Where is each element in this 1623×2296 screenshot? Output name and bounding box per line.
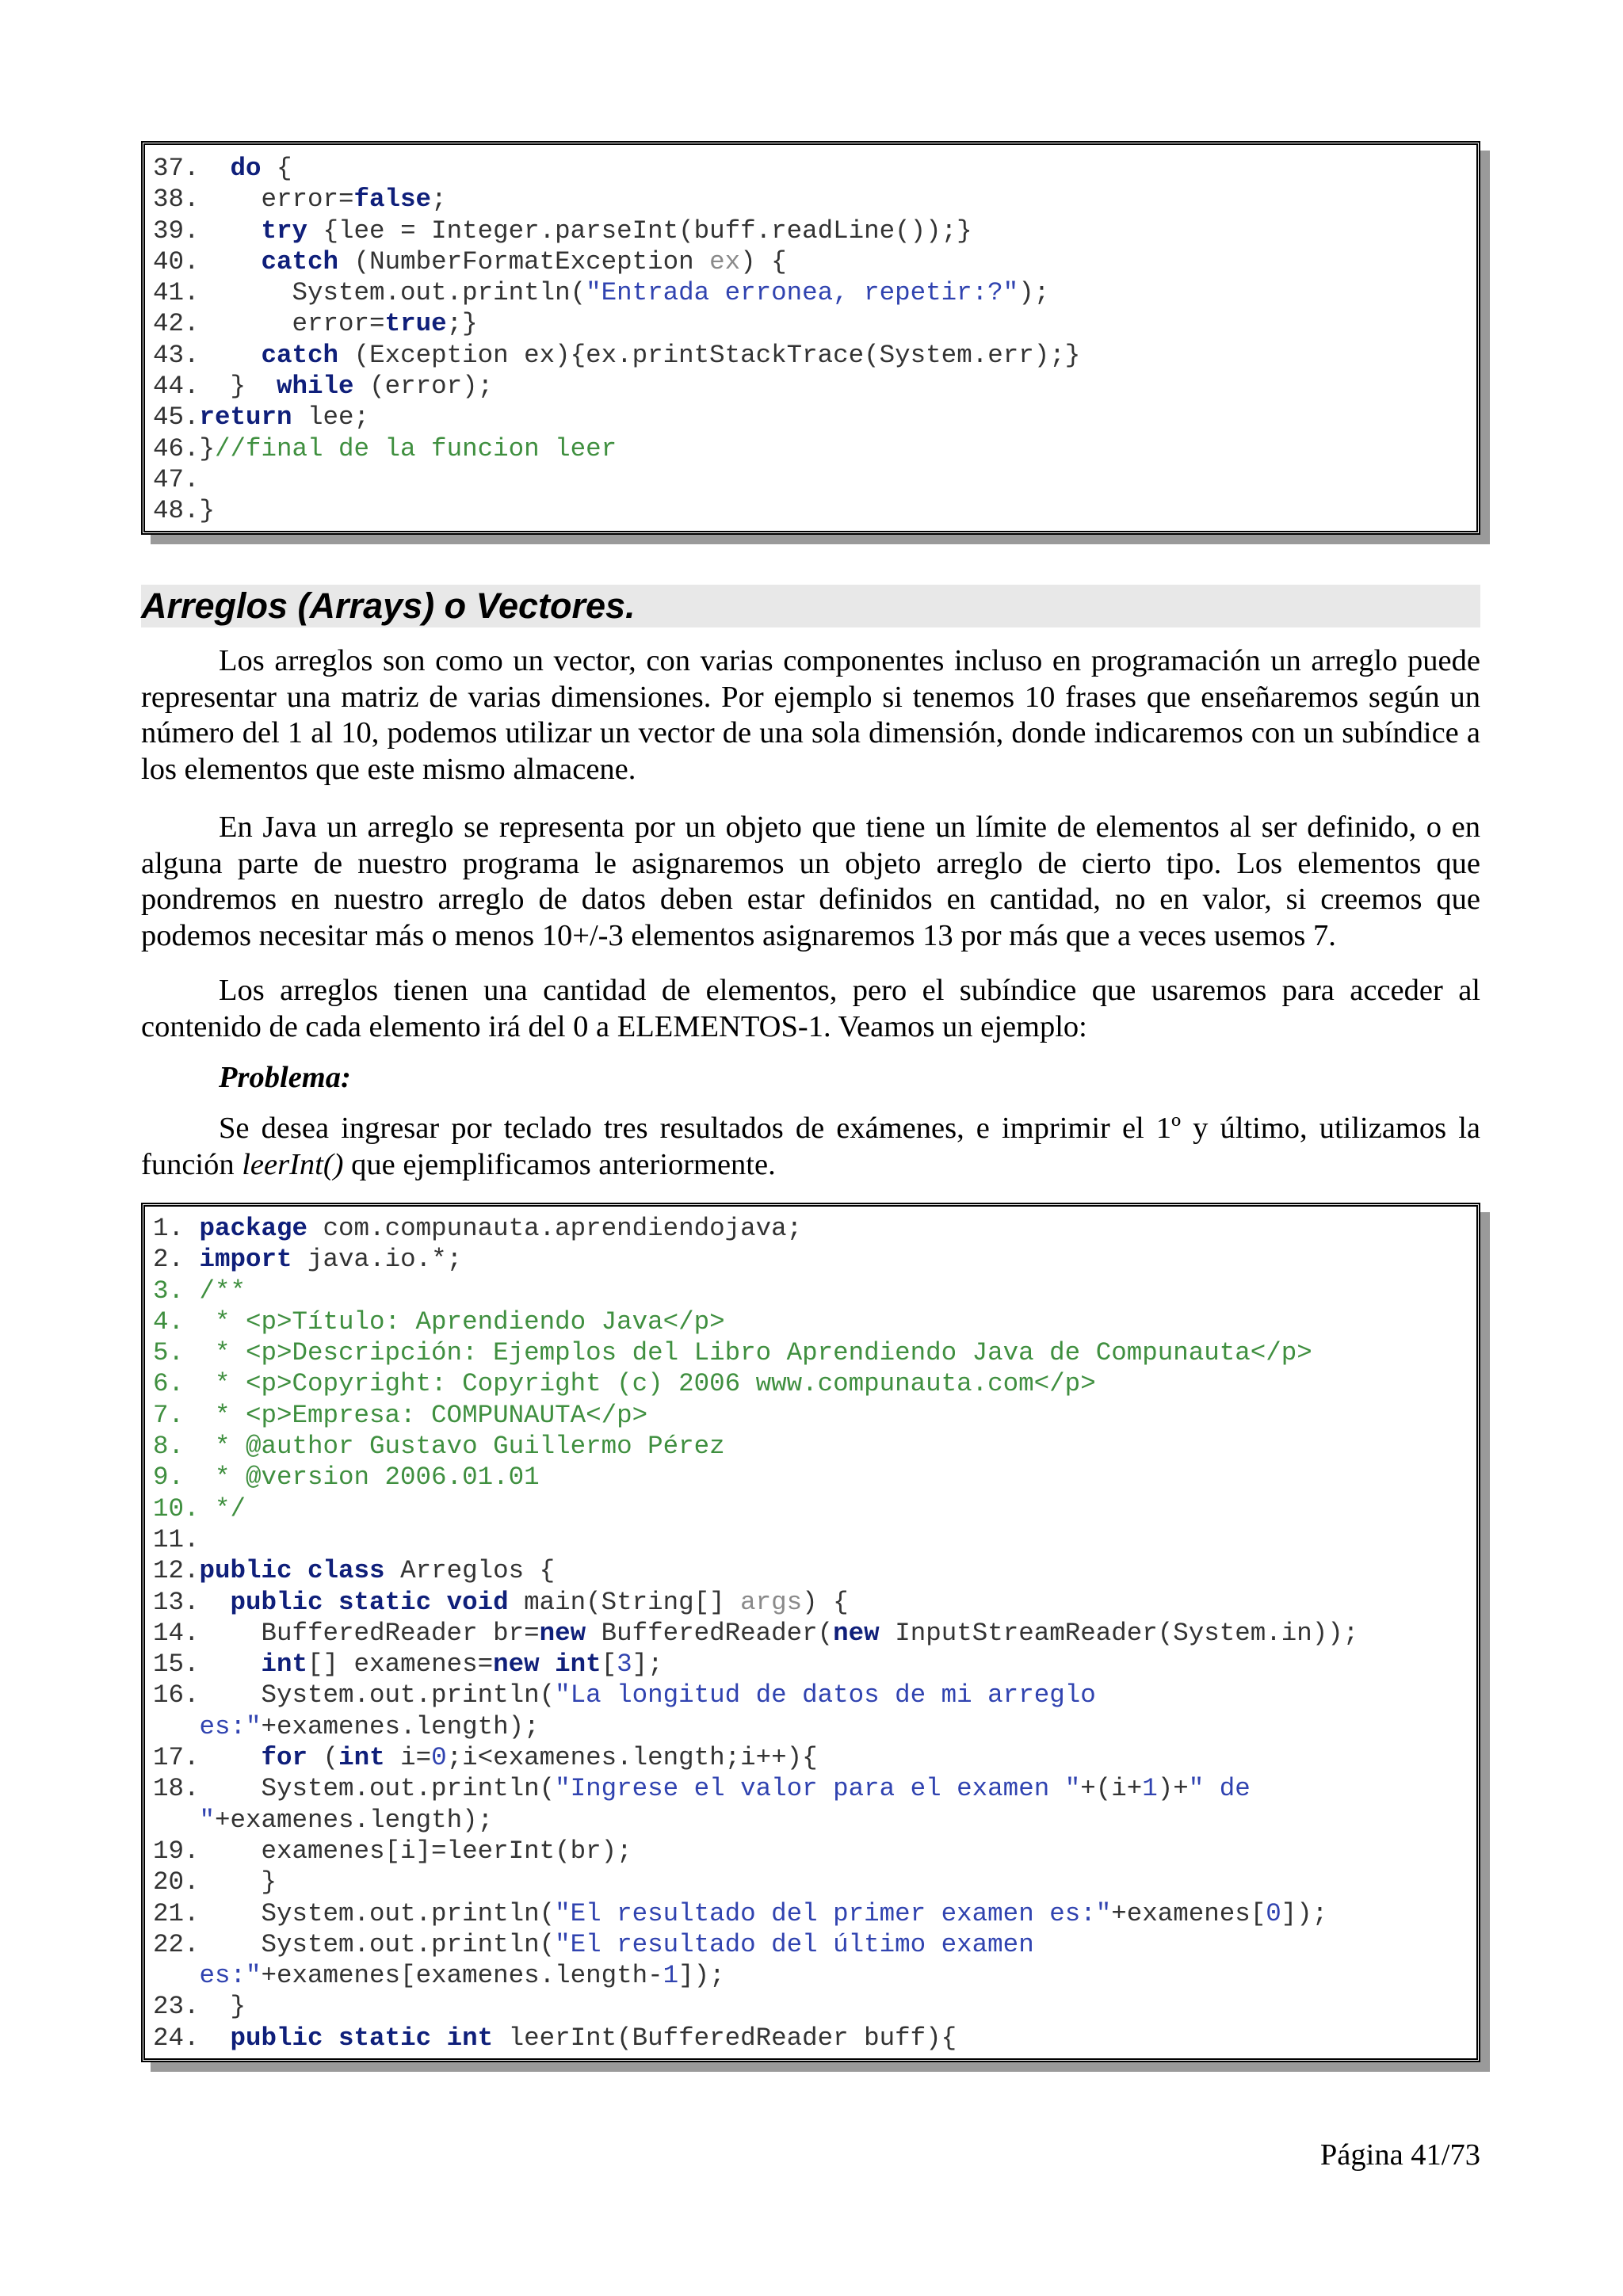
code-line <box>153 1805 1468 1836</box>
code-lines <box>153 153 1468 527</box>
code-line <box>153 2023 1468 2054</box>
code-token: catch <box>261 246 339 277</box>
code-token: 5. * <p>Descripción: Ejemplos del Libro Aprendiendo Java de Compunauta</p> <box>153 1338 1312 1368</box>
problem-paragraph: Se desea ingresar por teclado tres resultados de exámenes, e imprimir el 1º y último, utilizamos la función leerInt() que ejemplificamos anteriormente. <box>141 1112 1480 1181</box>
code-token: (error); <box>353 372 494 402</box>
code-token: (Exception ex){ex.printStackTrace(System.err);} <box>338 340 1081 370</box>
code-token: ;} <box>446 309 478 339</box>
code-token: main(String[] <box>508 1587 741 1617</box>
code-token: 0 <box>431 1743 447 1773</box>
code-line <box>153 1493 1468 1524</box>
code-token: ]; <box>632 1650 663 1680</box>
code-token: try <box>261 215 308 246</box>
code-token: "El resultado del primer examen es:" <box>555 1898 1112 1928</box>
code-line <box>153 495 1468 526</box>
code-line <box>153 1991 1468 2022</box>
code-line <box>153 277 1468 308</box>
code-line <box>153 1431 1468 1462</box>
code-token: 24. <box>153 2023 231 2053</box>
code-line <box>153 184 1468 215</box>
code-token: return <box>199 402 292 433</box>
code-line <box>153 1680 1468 1711</box>
code-line <box>153 1960 1468 1991</box>
code-token: +examenes[ <box>1111 1898 1266 1928</box>
code-line <box>153 153 1468 184</box>
code-token: ex <box>709 246 741 277</box>
code-token: public static void <box>230 1587 509 1617</box>
code-line <box>153 340 1468 371</box>
code-line <box>153 1711 1468 1742</box>
code-token: " de <box>1188 1774 1251 1804</box>
code-token: )+ <box>1157 1774 1189 1804</box>
code-token: "El resultado del último examen <box>555 1929 1034 1959</box>
code-line <box>153 1929 1468 1960</box>
code-token <box>153 1961 200 1990</box>
code-token: int <box>338 1743 385 1773</box>
code-lines <box>153 1213 1468 2054</box>
code-token: //final de la funcion leer <box>215 433 617 463</box>
code-token: Arreglos { <box>384 1556 556 1586</box>
code-token: 20. } <box>153 1867 277 1897</box>
code-line <box>153 308 1468 339</box>
code-token: 39. <box>153 215 262 246</box>
code-token: true <box>384 309 447 339</box>
code-line <box>153 371 1468 402</box>
code-token: (NumberFormatException <box>338 246 710 277</box>
code-token: 4. * <p>Título: Aprendiendo Java</p> <box>153 1306 725 1337</box>
code-token: 9. * @version 2006.01.01 <box>153 1463 540 1493</box>
code-token: [ <box>601 1650 617 1680</box>
code-token: InputStreamReader(System.in)); <box>879 1618 1359 1648</box>
code-token: es:" <box>199 1711 262 1741</box>
code-token: 3 <box>617 1650 632 1680</box>
code-token: int <box>261 1650 308 1680</box>
code-token: 1 <box>663 1961 679 1991</box>
code-token: 37. <box>153 154 231 183</box>
code-line <box>153 1898 1468 1929</box>
code-token: 7. * <p>Empresa: COMPUNAUTA</p> <box>153 1400 648 1430</box>
code-token: leerInt(BufferedReader buff){ <box>493 2023 957 2053</box>
code-line <box>153 1649 1468 1680</box>
code-listing-top <box>141 141 1480 535</box>
code-line <box>153 1742 1468 1773</box>
code-token: ]); <box>1281 1898 1328 1928</box>
code-token: 17. <box>153 1743 262 1773</box>
code-token: new <box>833 1618 880 1648</box>
code-token: 2. <box>153 1245 200 1275</box>
code-token: 19. examenes[i]=leerInt(br); <box>153 1836 632 1866</box>
code-token: "Entrada erronea, repetir:?" <box>586 278 1019 308</box>
code-token: catch <box>261 340 339 370</box>
code-token: java.io.*; <box>292 1245 463 1275</box>
code-token: import <box>199 1245 292 1275</box>
code-token: 43. <box>153 340 262 370</box>
code-token: do <box>230 154 262 183</box>
code-token: false <box>353 185 432 215</box>
code-token: public static int <box>230 2023 494 2053</box>
code-token: 1 <box>1142 1774 1158 1804</box>
code-line <box>153 1244 1468 1275</box>
function-name: leerInt() <box>242 1147 344 1181</box>
code-token: 12. <box>153 1556 200 1586</box>
code-token: 1. <box>153 1214 200 1243</box>
code-token: ) { <box>802 1587 849 1617</box>
code-token: 44. } <box>153 372 277 402</box>
code-token: ( <box>307 1743 339 1773</box>
code-token: while <box>277 372 354 402</box>
code-token: +examenes[examenes.length- <box>261 1961 663 1991</box>
code-token: new int <box>493 1650 601 1680</box>
code-token: BufferedReader( <box>586 1618 834 1648</box>
code-token: +examenes.length); <box>261 1711 540 1741</box>
code-token: 13. <box>153 1587 231 1617</box>
code-token: 14. BufferedReader br= <box>153 1618 540 1648</box>
code-token <box>153 1806 200 1835</box>
code-token: +examenes.length); <box>215 1805 494 1835</box>
code-line <box>153 464 1468 495</box>
code-line <box>153 1773 1468 1804</box>
paragraph-3: Los arreglos tienen una cantidad de elementos, pero el subíndice que usaremos para acceder al contenido de cada elemento irá del 0 a ELEMENTOS-1. Veamos un ejemplo: <box>141 974 1480 1043</box>
paragraph-1: Los arreglos son como un vector, con varias componentes incluso en programación un arreglo puede representar una matriz de varias dimensiones. Por ejemplo si tenemos 10 frases que enseñaremos según un número del 1 al 10, podemos utilizar un vector de una sola dimensión, donde indicaremos con un subíndice a los elementos que este mismo almacene. <box>141 644 1480 786</box>
code-token: ; <box>431 185 447 215</box>
code-line <box>153 1213 1468 1244</box>
code-token: "La longitud de datos de mi arreglo <box>555 1680 1096 1711</box>
code-token: lee; <box>292 402 370 433</box>
code-token: 22. System.out.println( <box>153 1929 556 1959</box>
code-token: 18. System.out.println( <box>153 1774 556 1804</box>
code-line <box>153 402 1468 433</box>
code-token: 11. <box>153 1524 200 1554</box>
code-line <box>153 1618 1468 1649</box>
code-listing-bottom <box>141 1203 1480 2062</box>
code-token: 23. } <box>153 1992 246 2022</box>
code-line <box>153 215 1468 246</box>
code-token: 15. <box>153 1650 262 1680</box>
code-line <box>153 1400 1468 1431</box>
code-token: " <box>199 1805 216 1835</box>
code-token: ;i<examenes.length;i++){ <box>446 1743 818 1773</box>
code-token: i= <box>384 1743 432 1773</box>
code-token: ); <box>1018 278 1050 308</box>
code-line <box>153 1306 1468 1337</box>
code-token: 42. error= <box>153 309 385 339</box>
code-line <box>153 246 1468 277</box>
code-token: for <box>261 1743 308 1773</box>
code-token: 46.} <box>153 433 216 463</box>
section-heading: Arreglos (Arrays) o Vectores. <box>141 585 1480 627</box>
code-token: {lee = Integer.parseInt(buff.readLine());} <box>307 215 972 246</box>
code-line <box>153 1368 1468 1399</box>
code-token: 10. */ <box>153 1493 246 1524</box>
code-token: 40. <box>153 246 262 277</box>
code-line <box>153 1276 1468 1306</box>
code-line <box>153 1836 1468 1867</box>
code-token: 45. <box>153 402 200 433</box>
code-token: 38. error= <box>153 185 354 215</box>
code-token: [] examenes= <box>307 1650 494 1680</box>
code-line <box>153 1587 1468 1618</box>
code-token: { <box>261 154 292 183</box>
code-token: com.compunauta.aprendiendojava; <box>307 1214 803 1243</box>
paragraph-2: En Java un arreglo se representa por un objeto que tiene un límite de elementos al ser definido, o en alguna parte de nuestro programa le asignaremos un objeto arreglo de cierto tipo. Los elementos que pondremos en nuestro arreglo de datos deben estar definidos en cantidad, no en valor, si creemos que podemos necesitar más o menos 10+/-3 elementos asignaremos 13 por más que a veces usemos 7. <box>141 810 1480 952</box>
code-line <box>153 1555 1468 1586</box>
code-token: new <box>539 1618 586 1648</box>
code-token: 6. * <p>Copyright: Copyright (c) 2006 www.compunauta.com</p> <box>153 1369 1096 1399</box>
code-token: public class <box>199 1556 385 1586</box>
code-token: package <box>199 1214 308 1243</box>
code-token: 16. System.out.println( <box>153 1680 556 1711</box>
code-token: 3. /** <box>153 1276 246 1306</box>
code-token: 21. System.out.println( <box>153 1898 556 1928</box>
code-token: "Ingrese el valor para el examen " <box>555 1774 1081 1804</box>
problem-label: Problema: <box>219 1061 351 1094</box>
code-token: 47. <box>153 464 200 494</box>
code-token <box>153 1712 200 1741</box>
code-token: 41. System.out.println( <box>153 278 586 308</box>
code-line <box>153 1462 1468 1493</box>
code-token: ]); <box>678 1961 725 1991</box>
code-line <box>153 1524 1468 1555</box>
code-token: 48.} <box>153 496 216 526</box>
code-line <box>153 433 1468 464</box>
code-line <box>153 1867 1468 1897</box>
code-token: es:" <box>199 1961 262 1991</box>
code-token: args <box>740 1587 803 1617</box>
code-token: 0 <box>1266 1898 1281 1928</box>
code-token: +(i+ <box>1080 1774 1143 1804</box>
code-token: 8. * @author Gustavo Guillermo Pérez <box>153 1432 725 1462</box>
code-token: ) { <box>740 246 787 277</box>
code-line <box>153 1337 1468 1368</box>
page-number: Página 41/73 <box>1319 2138 1480 2172</box>
